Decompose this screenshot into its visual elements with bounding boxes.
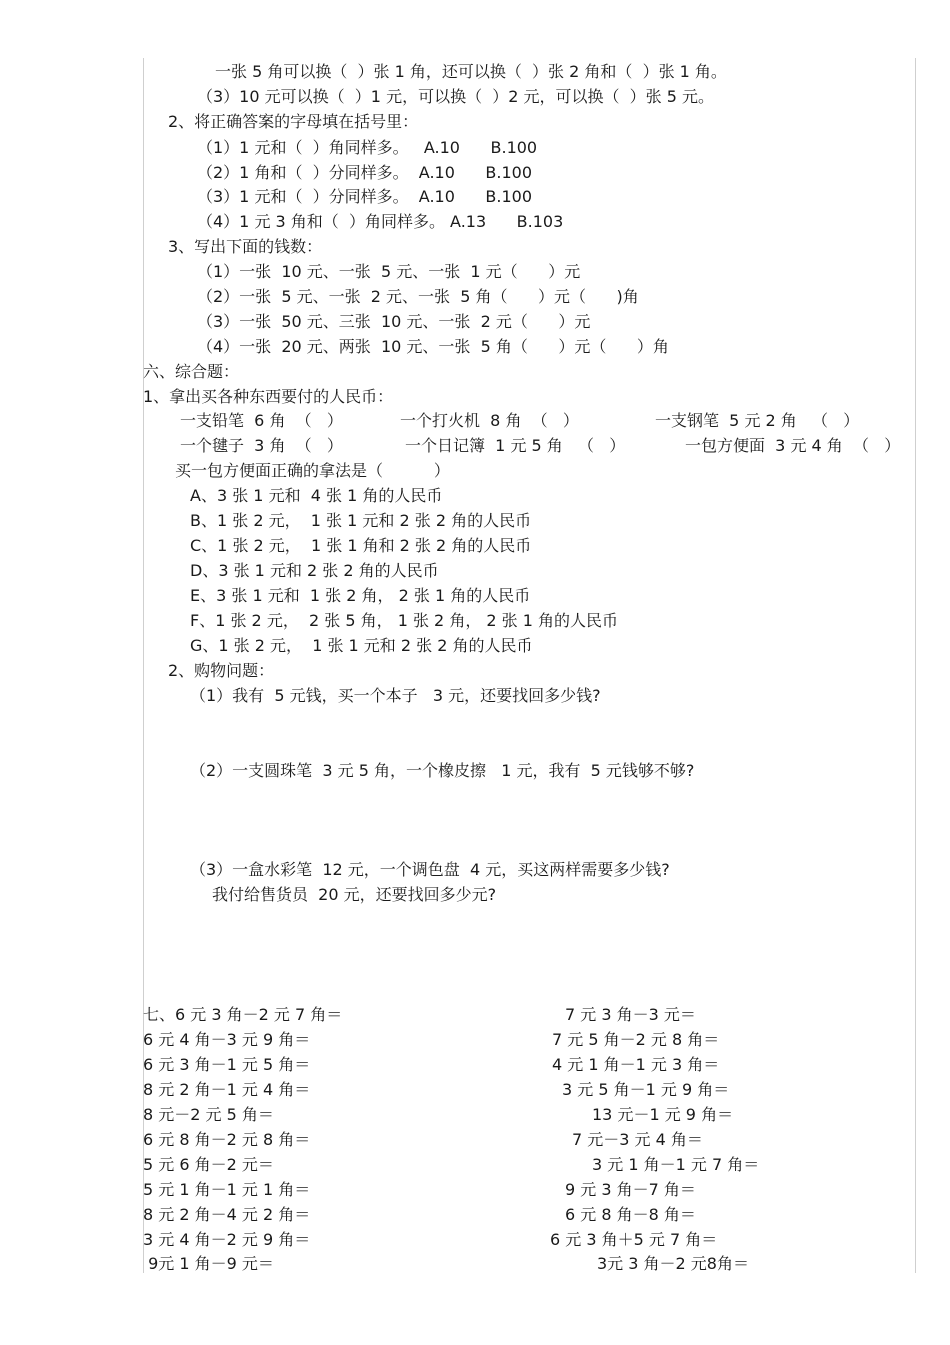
calc-left: 6 元 8 角－2 元 8 角＝	[143, 1130, 311, 1149]
calc-left: 9元 1 角－9 元＝	[143, 1254, 274, 1273]
calc-right: 6 元 3 角＋5 元 7 角＝	[550, 1230, 718, 1249]
shopping-problem: （2）一支圆珠笔 3 元 5 角，一个橡皮擦 1 元，我有 5 元钱够不够?	[190, 761, 695, 780]
q1-line-a: 一张 5 角可以换（ ）张 1 角，还可以换（ ）张 2 角和（ ）张 1 角。	[215, 62, 727, 81]
q2-item: （1）1 元和（ ）角同样多。 A.10 B.100	[197, 138, 538, 157]
calc-left: 8 元 2 角－4 元 2 角＝	[143, 1205, 311, 1224]
q3-item: （1）一张 10 元、一张 5 元、一张 1 元（ ）元	[197, 262, 581, 281]
choice-option: A、3 张 1 元和 4 张 1 角的人民币	[190, 486, 443, 505]
calc-right: 7 元 3 角－3 元＝	[565, 1005, 696, 1024]
q1-line-b: （3）10 元可以换（ ）1 元，可以换（ ）2 元，可以换（ ）张 5 元。	[197, 87, 715, 106]
calc-right: 9 元 3 角－7 角＝	[565, 1180, 696, 1199]
calc-right: 4 元 1 角－1 元 3 角＝	[552, 1055, 720, 1074]
calc-left: 5 元 1 角－1 元 1 角＝	[143, 1180, 311, 1199]
calc-right: 3 元 5 角－1 元 9 角＝	[562, 1080, 730, 1099]
calc-left: 3 元 4 角－2 元 9 角＝	[143, 1230, 311, 1249]
purchase-item: 一个日记簿 1 元 5 角 （ ）	[405, 436, 626, 455]
choice-option: C、1 张 2 元， 1 张 1 角和 2 张 2 角的人民币	[190, 536, 532, 555]
shopping-problem: 我付给售货员 20 元，还要找回多少元?	[212, 885, 497, 904]
p6-q1-title: 1、拿出买各种东西要付的人民币：	[143, 387, 394, 406]
choice-option: F、1 张 2 元， 2 张 5 角， 1 张 2 角， 2 张 1 角的人民币	[190, 611, 619, 630]
purchase-item: 一支铅笔 6 角 （ ）	[180, 411, 343, 430]
calc-right: 3 元 1 角－1 元 7 角＝	[592, 1155, 760, 1174]
q2-item: （4）1 元 3 角和（ ）角同样多。 A.13 B.103	[197, 212, 564, 231]
purchase-item: 一支钢笔 5 元 2 角 （ ）	[655, 411, 860, 430]
q2-item: （2）1 角和（ ）分同样多。 A.10 B.100	[197, 163, 533, 182]
shopping-problem: （1）我有 5 元钱，买一个本子 3 元，还要找回多少钱?	[190, 686, 601, 705]
q3-item: （3）一张 50 元、三张 10 元、一张 2 元（ ）元	[197, 312, 591, 331]
calc-right: 3元 3 角－2 元8角＝	[597, 1254, 749, 1273]
q3-title: 3、写出下面的钱数：	[168, 237, 323, 256]
right-margin-line	[915, 58, 916, 1273]
choice-option: G、1 张 2 元， 1 张 1 元和 2 张 2 角的人民币	[190, 636, 533, 655]
shopping-problem: （3）一盒水彩笔 12 元，一个调色盘 4 元，买这两样需要多少钱?	[190, 860, 670, 879]
choice-option: B、1 张 2 元， 1 张 1 元和 2 张 2 角的人民币	[190, 511, 532, 530]
choice-prompt: 买一包方便面正确的拿法是（ ）	[175, 461, 450, 480]
choice-option: D、3 张 1 元和 2 张 2 角的人民币	[190, 561, 439, 580]
q2-item: （3）1 元和（ ）分同样多。 A.10 B.100	[197, 187, 533, 206]
choice-option: E、3 张 1 元和 1 张 2 角， 2 张 1 角的人民币	[190, 586, 531, 605]
q3-item: （4）一张 20 元、两张 10 元、一张 5 角（ ）元（ ）角	[197, 337, 669, 356]
calc-right: 13 元－1 元 9 角＝	[592, 1105, 734, 1124]
purchase-item: 一个打火机 8 角 （ ）	[400, 411, 579, 430]
calc-right: 7 元－3 元 4 角＝	[572, 1130, 703, 1149]
p6-q2-title: 2、购物问题：	[168, 661, 275, 680]
calc-left: 5 元 6 角－2 元＝	[143, 1155, 274, 1174]
calc-left: 8 元－2 元 5 角＝	[143, 1105, 274, 1124]
calc-left: 6 元 3 角－1 元 5 角＝	[143, 1055, 311, 1074]
calc-left: 8 元 2 角－1 元 4 角＝	[143, 1080, 311, 1099]
purchase-item: 一包方便面 3 元 4 角 （ ）	[685, 436, 901, 455]
calc-right: 6 元 8 角－8 角＝	[565, 1205, 696, 1224]
purchase-item: 一个毽子 3 角 （ ）	[180, 436, 343, 455]
q3-item: （2）一张 5 元、一张 2 元、一张 5 角（ ）元（ )角	[197, 287, 639, 306]
calc-left: 七、6 元 3 角－2 元 7 角＝	[143, 1005, 343, 1024]
q2-title: 2、将正确答案的字母填在括号里：	[168, 112, 419, 131]
calc-right: 7 元 5 角－2 元 8 角＝	[552, 1030, 720, 1049]
section-six-title: 六、综合题：	[143, 362, 240, 381]
calc-left: 6 元 4 角－3 元 9 角＝	[143, 1030, 311, 1049]
